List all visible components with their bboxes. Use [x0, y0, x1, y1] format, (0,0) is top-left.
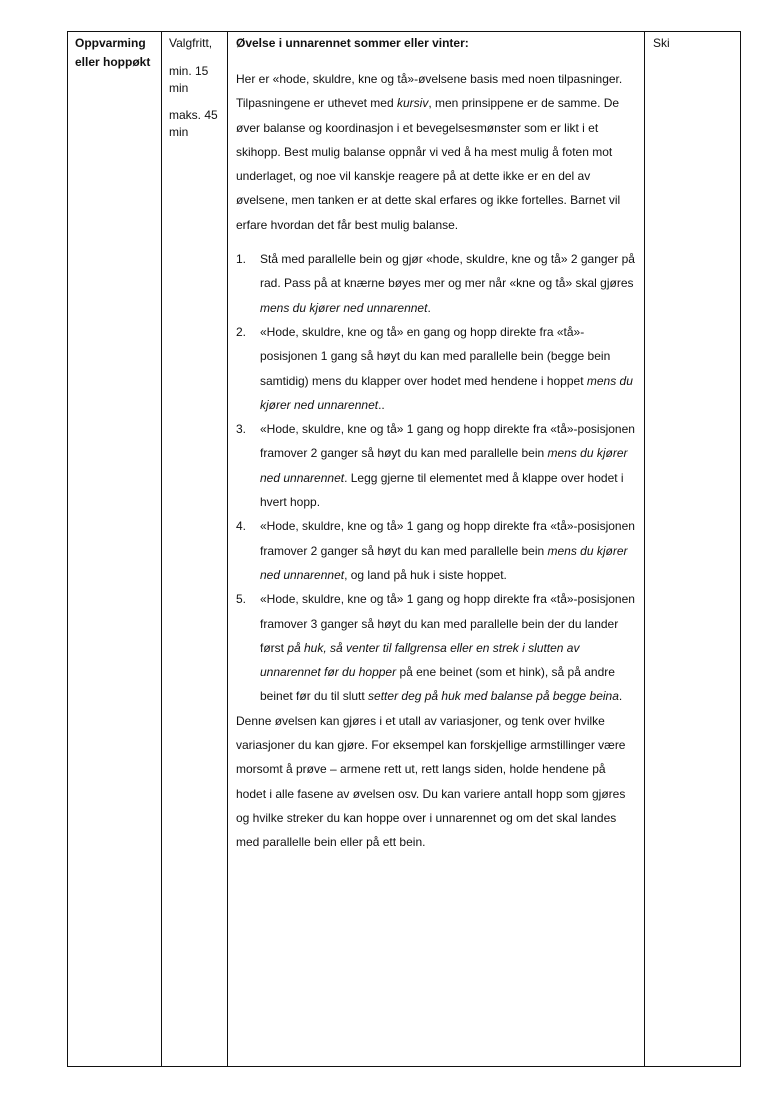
- min-duration-unit: min: [169, 81, 189, 95]
- optional-label: Valgfritt,: [169, 36, 213, 50]
- closing-paragraph: Denne øvelsen kan gjøres i et utall av variasjoner, og tenk over hvilke variasjoner du kan gjøre. For eksempel kan forskjellige armstillinger være morsomt å prøve – armene rett ut, rett langs siden, holde hendene på hodet i alle fasene av øvelsen osv. Du kan variere antall hopp som gjøres og hvilke streker du kan hoppe over i unnarennet og om det skal landes med parallelle bein eller på ett bein.: [236, 713, 626, 850]
- equipment-label: Ski: [653, 36, 670, 50]
- max-duration-unit: min: [169, 125, 189, 139]
- exercise-steps-list: [236, 247, 638, 709]
- duration-cell: [163, 32, 227, 141]
- activity-type-line-2: eller hoppøkt: [75, 55, 151, 69]
- column-divider: [161, 32, 162, 1066]
- exercise-description-cell: [229, 32, 644, 855]
- min-duration-value: min. 15: [169, 64, 209, 78]
- exercise-step: 2. «Hode, skuldre, kne og tå» en gang og hopp direkte fra «tå»-posisjonen 1 gang så høyt du kan med parallelle bein (begge bein samtidig) mens du klapper over hodet med hendene i hoppet mens du kjører ned unnarennet..: [236, 324, 633, 412]
- activity-table: [67, 31, 741, 1067]
- exercise-step: 3. «Hode, skuldre, kne og tå» 1 gang og hopp direkte fra «tå»-posisjonen framover 2 ganger så høyt du kan med parallelle bein mens du kjører ned unnarennet. Legg gjerne til elementet med å klappe over hodet i hvert hopp.: [236, 422, 635, 510]
- activity-type-line-1: Oppvarming: [75, 36, 146, 50]
- intro-paragraph: Her er «hode, skuldre, kne og tå»-øvelsene basis med noen tilpasninger. Tilpasningene er uthevet med kursiv, men prinsippene er de samme. De øver balanse og koordinasjon i et bevegelsesmønster som er likt i et skihopp. Best mulig balanse oppnår vi ved å ha mest mulig å foten mot underlaget, og noe vil kanskje reagere på at dette ikke er en del av øvelsene, men tanken er at dette skal erfares og ikke fortelles. Barnet vil erfare hvordan det får best mulig balanse.: [236, 72, 623, 232]
- column-divider: [227, 32, 228, 1066]
- max-duration-value: maks. 45: [169, 108, 218, 122]
- exercise-title: Øvelse i unnarennet sommer eller vinter:: [236, 36, 469, 50]
- exercise-step: 4. «Hode, skuldre, kne og tå» 1 gang og hopp direkte fra «tå»-posisjonen framover 2 ganger så høyt du kan med parallelle bein mens du kjører ned unnarennet, og land på huk i siste hoppet.: [236, 519, 635, 582]
- equipment-cell: [646, 32, 742, 53]
- activity-type-cell: [68, 32, 161, 72]
- exercise-step: 1. Stå med parallelle bein og gjør «hode, skuldre, kne og tå» 2 ganger på rad. Pass på at knærne bøyes mer og mer når «kne og tå» skal gjøres mens du kjører ned unnarennet.: [236, 252, 635, 315]
- exercise-step: 5. «Hode, skuldre, kne og tå» 1 gang og hopp direkte fra «tå»-posisjonen framover 3 ganger så høyt du kan med parallelle bein der du lander først på huk, så venter til fallgrensa eller en strek i slutten av unnarennet før du hopper på ene beinet (som et hink), så på andre beinet før du til slutt setter deg på huk med balanse på begge beina.: [236, 592, 635, 704]
- column-divider: [644, 32, 645, 1066]
